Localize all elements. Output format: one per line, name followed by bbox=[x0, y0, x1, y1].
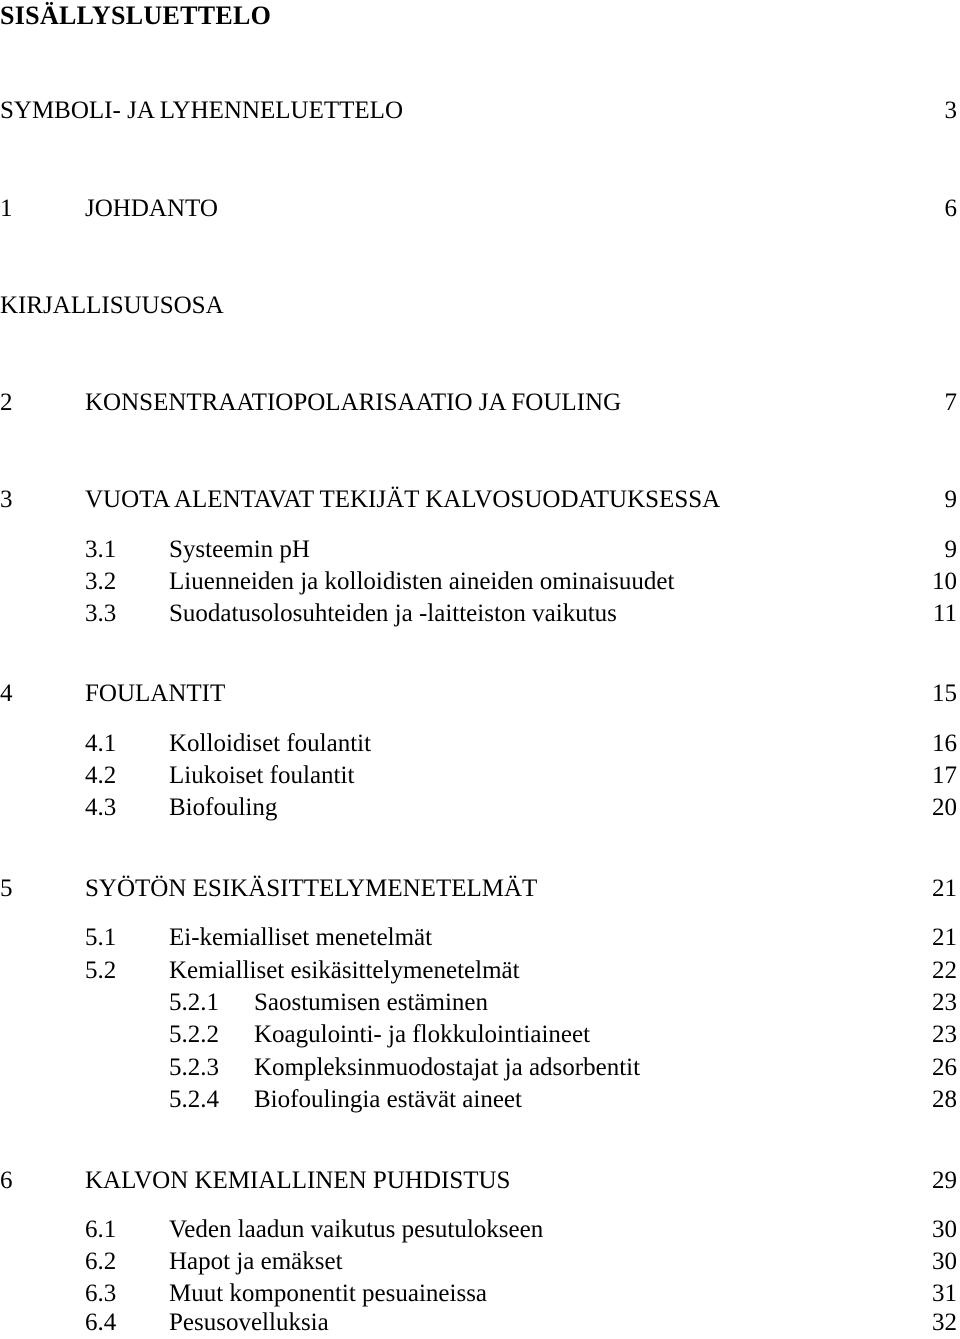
toc-entry-number: 6.1 bbox=[85, 1216, 117, 1243]
toc-entry-number: 6.2 bbox=[85, 1248, 117, 1275]
toc-entry[interactable] bbox=[0, 1019, 960, 1051]
toc-entry-text: FOULANTIT bbox=[85, 680, 226, 707]
toc-entry-page: 16 bbox=[932, 730, 957, 757]
toc-entry[interactable] bbox=[0, 193, 960, 225]
toc-entry[interactable] bbox=[0, 955, 960, 987]
toc-entry-text: KALVON KEMIALLINEN PUHDISTUS bbox=[85, 1167, 511, 1194]
toc-entry-page: 3 bbox=[944, 97, 957, 124]
toc-entry-page: 26 bbox=[932, 1054, 957, 1081]
toc-entry[interactable] bbox=[0, 1246, 960, 1278]
toc-entry-text: Hapot ja emäkset bbox=[169, 1248, 343, 1275]
toc-entry[interactable] bbox=[0, 760, 960, 792]
toc-entry-number: 5.1 bbox=[85, 924, 117, 951]
toc-entry-number: 6.3 bbox=[85, 1280, 117, 1307]
toc-entry-text: Biofouling bbox=[169, 794, 278, 821]
toc-entry-page: 6 bbox=[944, 195, 957, 222]
toc-entry[interactable] bbox=[0, 598, 960, 630]
toc-entry-text: VUOTA ALENTAVAT TEKIJÄT KALVOSUODATUKSESSA bbox=[85, 486, 721, 513]
toc-entry-text: KONSENTRAATIOPOLARISAATIO JA FOULING bbox=[85, 389, 622, 416]
toc-entry-text: SYMBOLI- JA LYHENNELUETTELO bbox=[0, 97, 404, 124]
toc-entry-text: Systeemin pH bbox=[169, 536, 310, 563]
toc-entry-page: 21 bbox=[932, 924, 957, 951]
toc-entry-page: 29 bbox=[932, 1167, 957, 1194]
toc-entry-text: Liuenneiden ja kolloidisten aineiden ominaisuudet bbox=[169, 568, 675, 595]
toc-entry-text: Muut komponentit pesuaineissa bbox=[169, 1280, 488, 1307]
toc-entry-text: Kemialliset esikäsittelymenetelmät bbox=[169, 957, 520, 984]
toc-entry-number: 3.3 bbox=[85, 600, 117, 627]
toc-section-heading bbox=[0, 290, 960, 322]
toc-entry-page: 21 bbox=[932, 875, 957, 902]
toc-entry-text: KIRJALLISUUSOSA bbox=[0, 292, 224, 319]
toc-entry-number: 4.2 bbox=[85, 762, 117, 789]
toc-entry-page: 31 bbox=[932, 1280, 957, 1307]
toc-entry[interactable] bbox=[0, 484, 960, 516]
toc-entry[interactable] bbox=[0, 387, 960, 419]
toc-entry-text: Veden laadun vaikutus pesutulokseen bbox=[169, 1216, 544, 1243]
toc-entry-page: 7 bbox=[944, 389, 957, 416]
toc-entry-number: 4.1 bbox=[85, 730, 117, 757]
toc-entry[interactable] bbox=[0, 1084, 960, 1116]
toc-entry-page: 9 bbox=[944, 486, 957, 513]
toc-entry[interactable] bbox=[0, 1307, 960, 1339]
toc-entry[interactable] bbox=[0, 566, 960, 598]
toc-entry-number: 3.2 bbox=[85, 568, 117, 595]
toc-entry-text: Kompleksinmuodostajat ja adsorbentit bbox=[254, 1054, 641, 1081]
toc-entry-number: 1 bbox=[0, 195, 13, 222]
toc-entry-number: 5.2 bbox=[85, 957, 117, 984]
toc-entry-number: 6.4 bbox=[85, 1309, 117, 1336]
toc-entry-page: 30 bbox=[932, 1248, 957, 1275]
toc-entry[interactable] bbox=[0, 534, 960, 566]
toc-entry-number: 5.2.2 bbox=[169, 1021, 219, 1048]
toc-entry[interactable] bbox=[0, 987, 960, 1019]
toc-entry-number: 5.2.4 bbox=[169, 1086, 219, 1113]
toc-entry-text: Liukoiset foulantit bbox=[169, 762, 355, 789]
toc-entry-text: Kolloidiset foulantit bbox=[169, 730, 372, 757]
toc-entry-number: 4.3 bbox=[85, 794, 117, 821]
toc-entry-text: Ei-kemialliset menetelmät bbox=[169, 924, 433, 951]
toc-entry[interactable] bbox=[0, 1165, 960, 1197]
toc-entry-text: Suodatusolosuhteiden ja -laitteiston vaikutus bbox=[169, 600, 617, 627]
toc-entry-number: 2 bbox=[0, 389, 13, 416]
toc-entry-page: 10 bbox=[932, 568, 957, 595]
toc-entry-page: 17 bbox=[932, 762, 957, 789]
toc-entry-page: 9 bbox=[944, 536, 957, 563]
toc-entry[interactable] bbox=[0, 1052, 960, 1084]
toc-entry-text: Saostumisen estäminen bbox=[254, 989, 488, 1016]
toc-entry-page: 15 bbox=[932, 680, 957, 707]
toc-entry[interactable] bbox=[0, 1214, 960, 1246]
toc-entry[interactable] bbox=[0, 922, 960, 954]
toc-entry-number: 5.2.3 bbox=[169, 1054, 219, 1081]
toc-entry-text: Pesusovelluksia bbox=[169, 1309, 329, 1336]
toc-entry-page: 20 bbox=[932, 794, 957, 821]
toc-entry-number: 3 bbox=[0, 486, 13, 513]
toc-entry-page: 28 bbox=[932, 1086, 957, 1113]
toc-entry[interactable] bbox=[0, 95, 960, 127]
toc-entry-text: Biofoulingia estävät aineet bbox=[254, 1086, 522, 1113]
toc-entry-page: 22 bbox=[932, 957, 957, 984]
toc-entry-number: 5 bbox=[0, 875, 13, 902]
toc-entry[interactable] bbox=[0, 873, 960, 905]
toc-entry-page: 23 bbox=[932, 1021, 957, 1048]
toc-entry-page: 23 bbox=[932, 989, 957, 1016]
toc-entry-number: 6 bbox=[0, 1167, 13, 1194]
toc-entry-text: Koagulointi- ja flokkulointiaineet bbox=[254, 1021, 591, 1048]
toc-entry-page: 30 bbox=[932, 1216, 957, 1243]
toc-entry-page: 32 bbox=[932, 1309, 957, 1336]
toc-entry-number: 4 bbox=[0, 680, 13, 707]
toc-entry-text: JOHDANTO bbox=[85, 195, 218, 222]
toc-entry[interactable] bbox=[0, 792, 960, 824]
toc-entry-number: 5.2.1 bbox=[169, 989, 219, 1016]
toc-entry[interactable] bbox=[0, 678, 960, 710]
toc-entry-number: 3.1 bbox=[85, 536, 117, 563]
toc-entry[interactable] bbox=[0, 1278, 960, 1310]
toc-entry-page: 11 bbox=[932, 600, 957, 627]
page-title: SISÄLLYSLUETTELO bbox=[0, 1, 272, 30]
toc-entry[interactable] bbox=[0, 728, 960, 760]
toc-entry-text: SYÖTÖN ESIKÄSITTELYMENETELMÄT bbox=[85, 875, 538, 902]
